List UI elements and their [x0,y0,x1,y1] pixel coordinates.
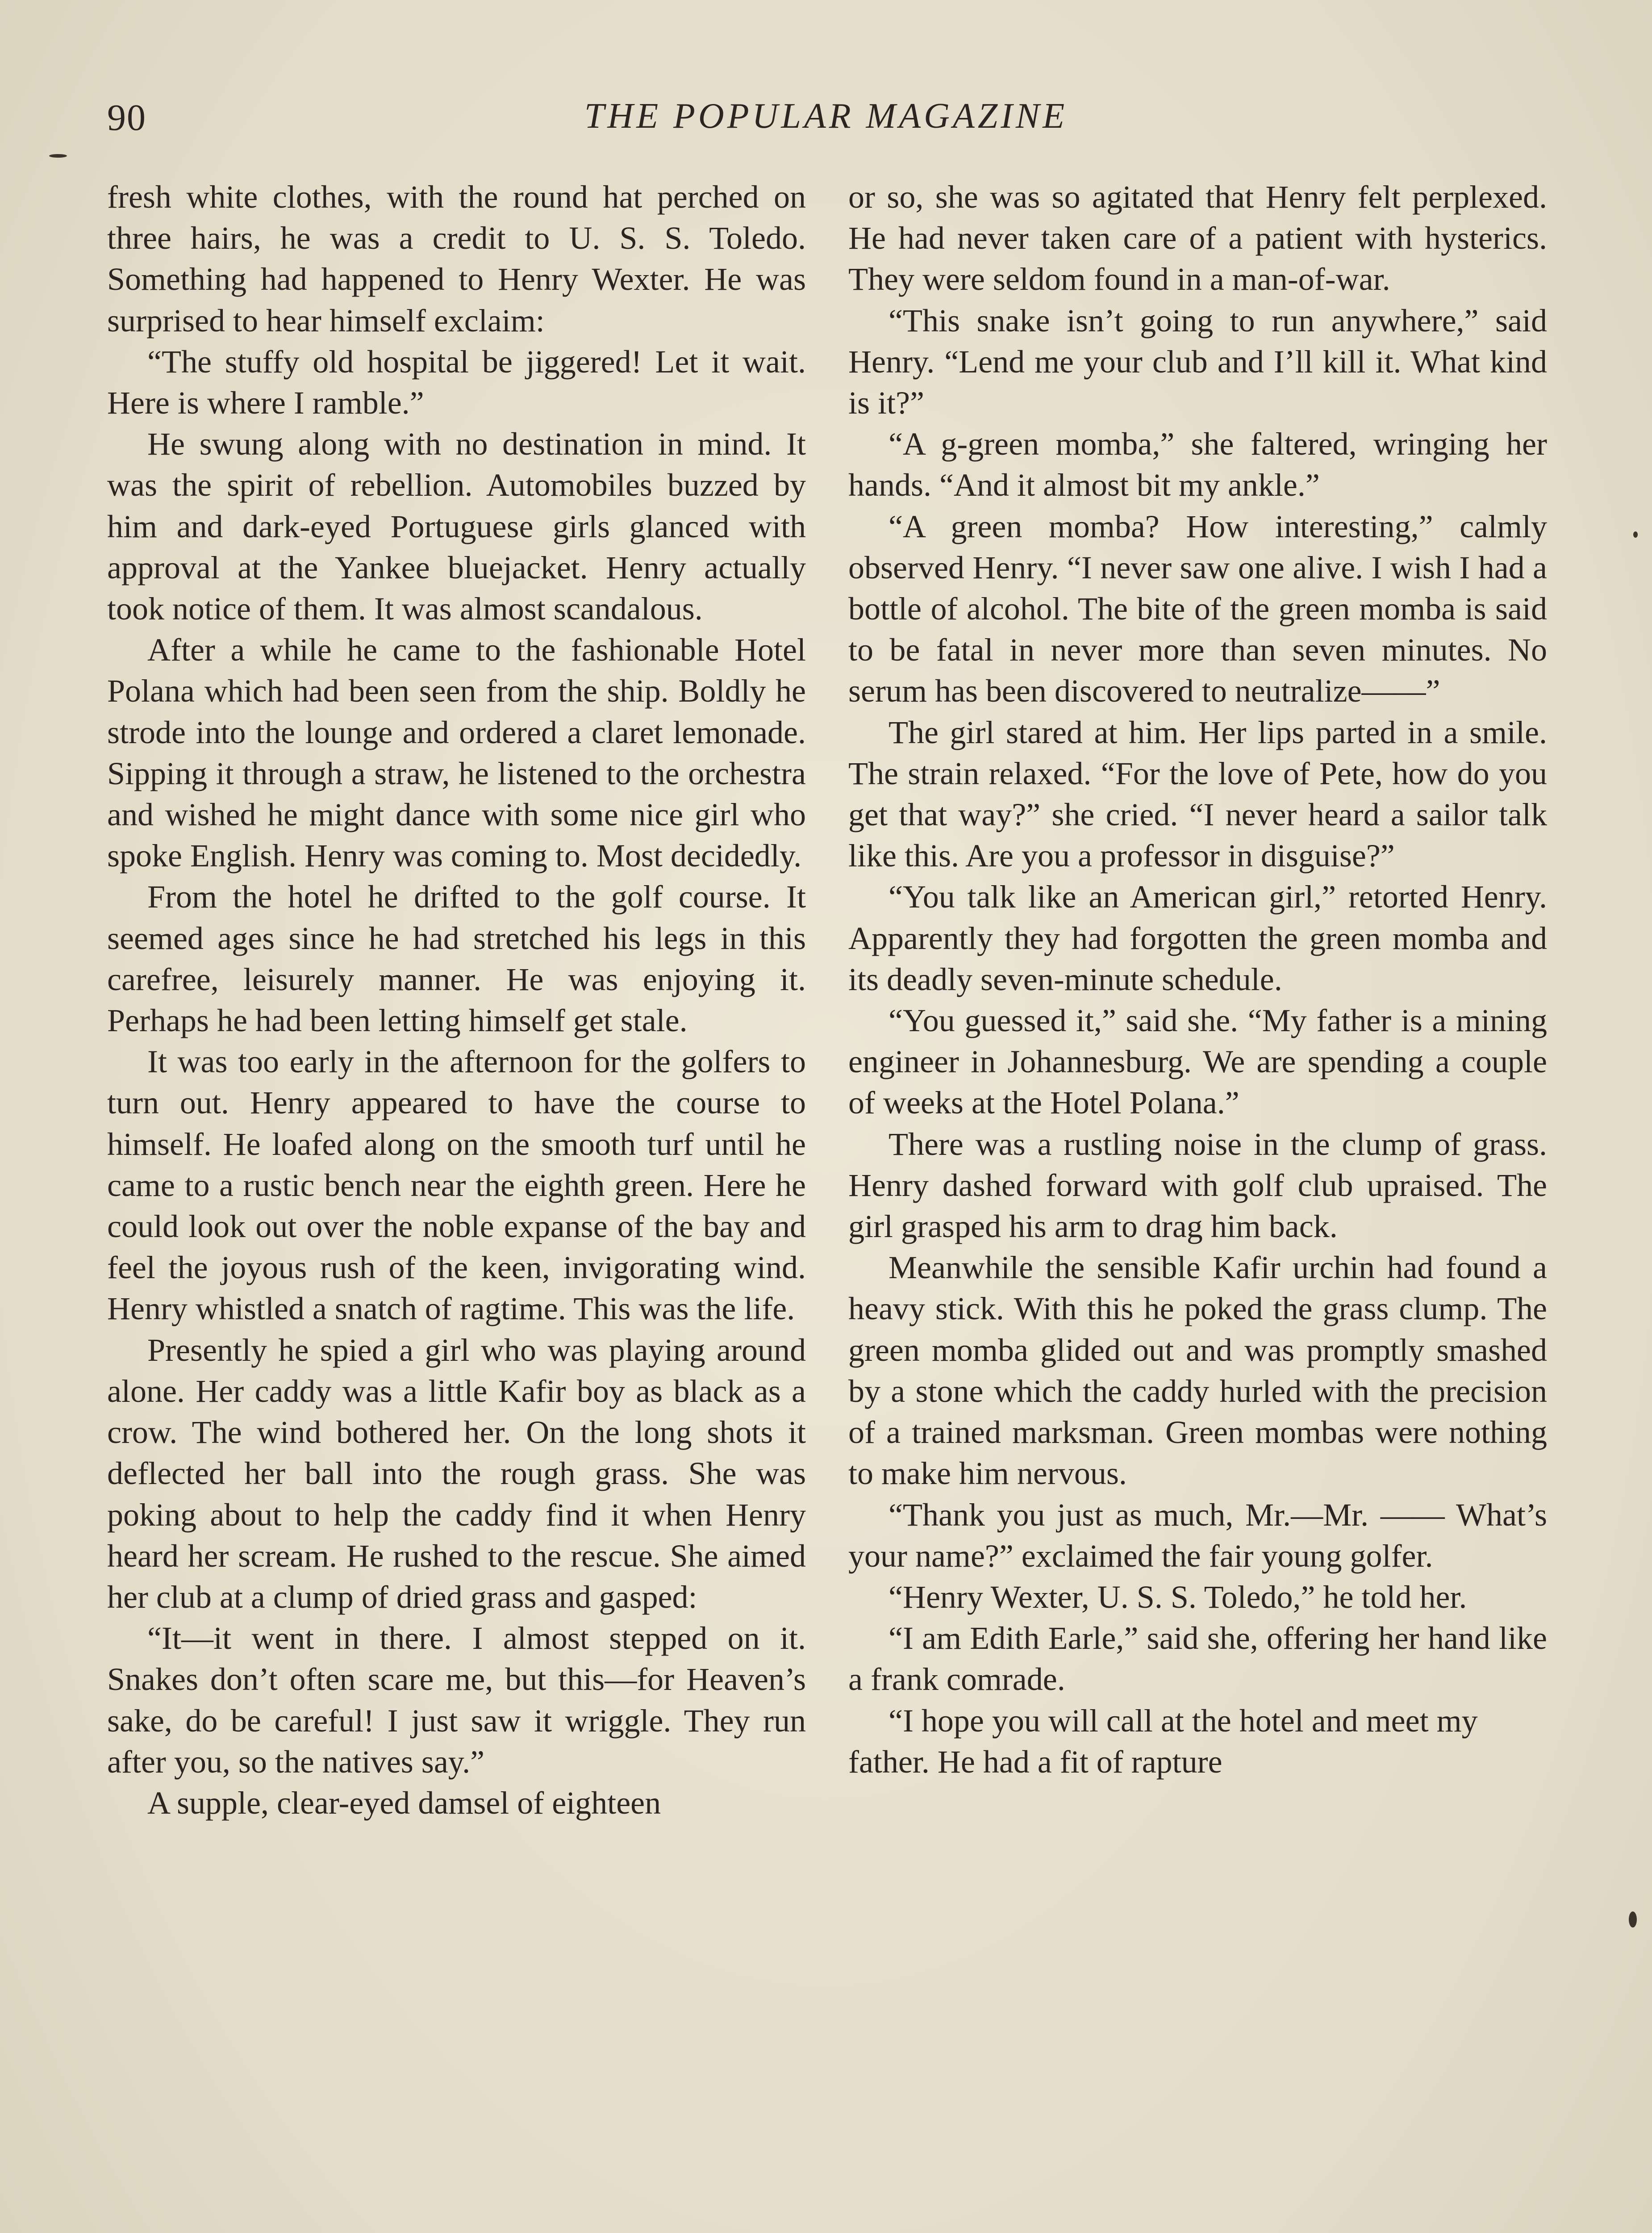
paragraph: After a while he came to the fashionable Hotel Polana which had been seen from the ship. Boldly he strode into the lounge and ordered a claret lemonade. Sipping it through a straw, he listened to the orchestra and wished he might dance with some nice girl who spoke English. Henry was coming to. Most decidedly. [107,632,806,874]
paragraph: A supple, clear-eyed damsel of eighteen [147,1785,661,1821]
running-head [107,96,1545,145]
print-speck [1629,1911,1637,1928]
paragraph: Meanwhile the sensible Kafir urchin had found a heavy stick. With this he poked the grass clump. The green momba glided out and was promptly smashed by a stone which the caddy hurled with the precision of a trained marksman. Green mombas were nothing to make him nervous. [848,1250,1547,1492]
paragraph: “Thank you just as much, Mr.—Mr. —— What’s your name?” exclaimed the fair young golfer. [848,1497,1547,1574]
paragraph: “Henry Wexter, U. S. S. Toledo,” he told her. [889,1579,1467,1615]
paragraph: “I hope you will call at the hotel and meet my father. He had a fit of rapture [848,1702,1478,1780]
paragraph: “You talk like an American girl,” retorted Henry. Apparently they had forgotten the green momba and its deadly seven-minute schedule. [848,879,1547,997]
paragraph: Presently he spied a girl who was playing around alone. Her caddy was a little Kafir boy as black as a crow. The wind bothered her. On the long shots it deflected her ball into the rough grass. She was poking about to help the caddy find it when Henry heard her scream. He rushed to the rescue. She aimed her club at a clump of dried grass and gasped: [107,1332,806,1615]
paragraph: “The stuffy old hospital be jiggered! Let it wait. Here is where I ramble.” [107,343,806,421]
left-column [107,176,806,1823]
page-number: 90 [107,97,146,138]
paragraph: fresh white clothes, with the round hat perched on three hairs, he was a credit to U. S. S. Toledo. Something had happened to Henry Wexter. He was surprised to hear himself exclaim: [107,179,806,339]
magazine-title: THE POPULAR MAGAZINE [584,96,1068,136]
print-speck [49,154,67,158]
paragraph: “This snake isn’t going to run anywhere,” said Henry. “Lend me your club and I’ll kill it. What kind is it?” [848,302,1547,421]
paragraph: “A green momba? How interesting,” calmly observed Henry. “I never saw one alive. I wish I had a bottle of alcohol. The bite of the green momba is said to be fatal in never more than seven minutes. No serum has been discovered to neutralize——” [848,508,1547,709]
paragraph: “A g-green momba,” she faltered, wringing her hands. “And it almost bit my ankle.” [848,426,1547,503]
paragraph: “I am Edith Earle,” said she, offering her hand like a frank comrade. [848,1620,1547,1698]
paragraph: The girl stared at him. Her lips parted in a smile. The strain relaxed. “For the love of Pete, how do you get that way?” she cried. “I never heard a sailor talk like this. Are you a professor in disguise?” [848,714,1547,874]
paragraph: From the hotel he drifted to the golf course. It seemed ages since he had stretched his legs in this carefree, leisurely manner. He was enjoying it. Perhaps he had been letting himself get stale. [107,879,806,1039]
print-speck [1633,531,1638,538]
paragraph: It was too early in the afternoon for the golfers to turn out. Henry appeared to have the course to himself. He loafed along on the smooth turf until he came to a rustic bench near the eighth green. Here he could look out over the noble expanse of the bay and feel the joyous rush of the keen, invigorating wind. Henry whistled a snatch of ragtime. This was the life. [107,1044,806,1327]
paragraph: There was a rustling noise in the clump of grass. Henry dashed forward with golf club upraised. The girl grasped his arm to drag him back. [848,1126,1547,1245]
paragraph: “It—it went in there. I almost stepped on it. Snakes don’t often scare me, but this—for Heaven’s sake, do be careful! I just saw it wriggle. They run after you, so the natives say.” [107,1620,806,1780]
paragraph: or so, she was so agitated that Henry felt perplexed. He had never taken care of a patient with hysterics. They were seldom found in a man-of-war. [848,179,1547,297]
right-column [848,176,1547,1782]
paragraph: “You guessed it,” said she. “My father is a mining engineer in Johannesburg. We are spending a couple of weeks at the Hotel Polana.” [848,1003,1547,1121]
paragraph: He swung along with no destination in mind. It was the spirit of rebellion. Automobiles buzzed by him and dark-eyed Portuguese girls glanced with approval at the Yankee bluejacket. Henry actually took notice of them. It was almost scandalous. [107,426,806,627]
